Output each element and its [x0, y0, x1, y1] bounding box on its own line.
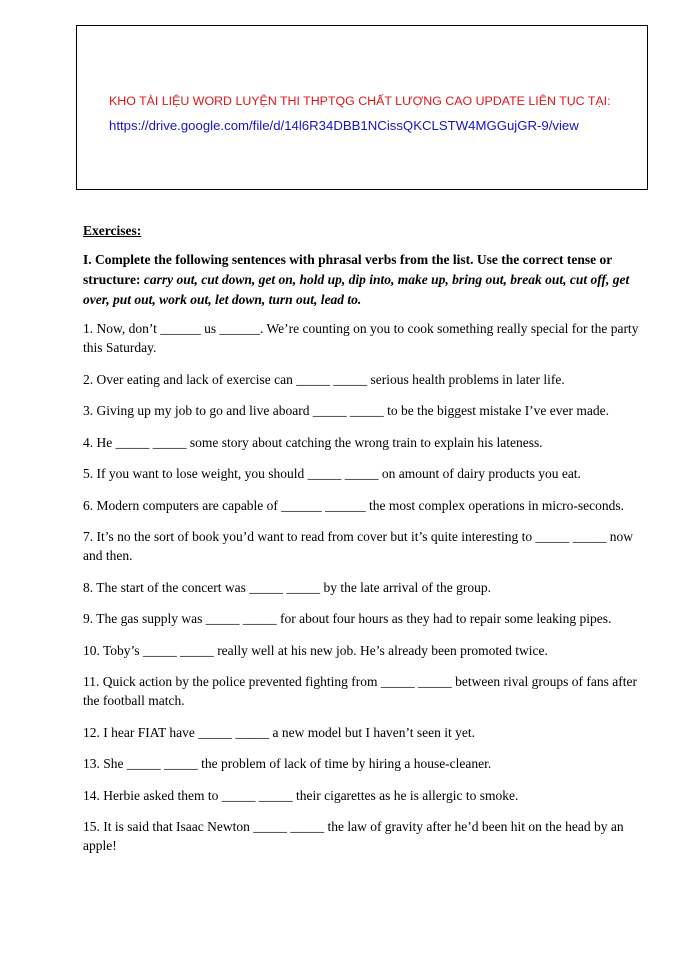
exercise-instruction: [83, 250, 643, 310]
exercise-item: 15. It is said that Isaac Newton _____ _____ the law of gravity after he’d been hit on the head by an apple!: [83, 819, 624, 853]
exercise-item: 4. He _____ _____ some story about catching the wrong train to explain his lateness.: [83, 434, 543, 450]
promo-banner-box: [76, 25, 648, 190]
phrasal-verb-list: carry out, cut down, get on, hold up, dip into, make up, bring out, break out, cut off, get over, put out, work out, let down, turn out, lead to.: [83, 272, 630, 307]
exercise-content: [83, 222, 643, 868]
exercise-item: 8. The start of the concert was _____ _____ by the late arrival of the group.: [83, 579, 492, 595]
exercise-item: 9. The gas supply was _____ _____ for about four hours as they had to repair some leaking pipes.: [83, 611, 612, 626]
exercise-item: 2. Over eating and lack of exercise can _____ _____ serious health problems in later life.: [83, 371, 565, 387]
exercise-item: 1. Now, don’t ______ us ______. We’re counting on you to cook something really special for the party this Saturday.: [83, 321, 639, 355]
exercise-item: 5. If you want to lose weight, you should _____ _____ on amount of dairy products you eat.: [83, 466, 581, 481]
exercise-item: 13. She _____ _____ the problem of lack of time by hiring a house-cleaner.: [83, 756, 492, 771]
instruction-intro: I. Complete the following sentences with phrasal verbs from the list. Use the correct tense or structure:: [83, 252, 613, 287]
exercise-item: 12. I hear FIAT have _____ _____ a new model but I haven’t seen it yet.: [83, 724, 476, 740]
exercise-item: 3. Giving up my job to go and live aboard _____ _____ to be the biggest mistake I’ve ever made.: [83, 403, 610, 418]
exercise-item: 14. Herbie asked them to _____ _____ their cigarettes as he is allergic to smoke.: [83, 787, 519, 803]
exercise-items-list: [83, 319, 643, 855]
exercise-item: 11. Quick action by the police prevented fighting from _____ _____ between rival groups of fans after the football match.: [83, 674, 637, 708]
promo-banner-link[interactable]: https://drive.google.com/file/d/14l6R34DBB1NCissQKCLSTW4MGGujGR-9/view: [109, 118, 579, 133]
exercise-item: 7. It’s no the sort of book you’d want to read from cover but it’s quite interesting to _____ _____ now and then.: [83, 529, 634, 563]
exercises-heading: Exercises:: [83, 223, 142, 238]
promo-banner-title: KHO TÀI LIỆU WORD LUYỆN THI THPTQG CHẤT LƯỢNG CAO UPDATE LIÊN TỤC TẠI:: [109, 94, 611, 108]
exercise-item: 10. Toby’s _____ _____ really well at his new job. He’s already been promoted twice.: [83, 642, 548, 658]
exercise-item: 6. Modern computers are capable of ______ ______ the most complex operations in micro-seconds.: [83, 497, 624, 513]
